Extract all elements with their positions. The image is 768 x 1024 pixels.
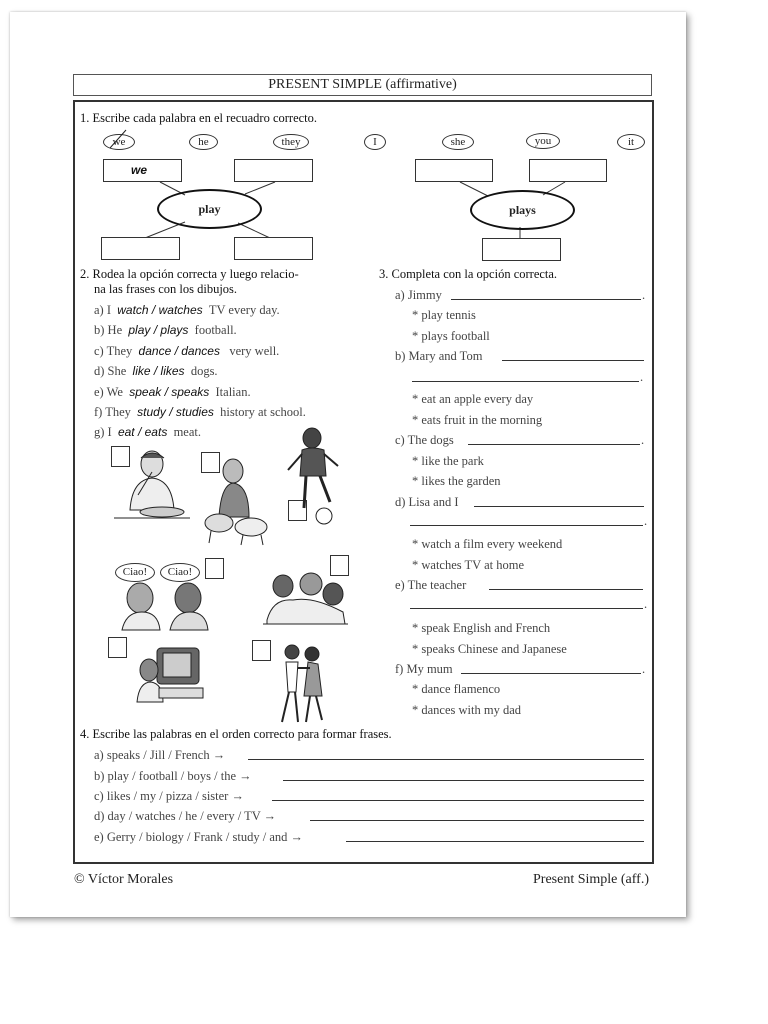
ex1-box-left-3[interactable] (101, 237, 180, 260)
ex3-e-option-1: * speak English and French (412, 621, 551, 635)
ex2-item-f: f) They study / studies history at school. (94, 405, 306, 419)
ex3-f-option-2: * dances with my dad (412, 703, 522, 717)
ex1-box-right-2[interactable] (529, 159, 607, 182)
ex1-instruction: 1. Escribe cada palabra en el recuadro correcto. (80, 111, 318, 125)
ex3-d-answer-line-1[interactable] (474, 506, 644, 507)
ex2-choice-g[interactable]: eat / eats (117, 425, 168, 439)
ex3-b-option-2: * eats fruit in the morning (412, 413, 543, 427)
ex2-item-d: d) She like / likes dogs. (94, 364, 218, 378)
ex2-instruction-line2: na las frases con los dibujos. (94, 282, 238, 296)
ex3-f-answer-line[interactable] (461, 673, 641, 674)
ex3-e-answer-line-1[interactable] (489, 589, 643, 590)
footer-author: © Víctor Morales (74, 872, 174, 887)
picture-answer-box-7[interactable] (252, 640, 271, 661)
ex3-d-answer-line-2[interactable] (410, 525, 643, 526)
pronoun-it[interactable]: it (617, 134, 645, 150)
ex1-box-right-3[interactable] (482, 238, 561, 261)
ex3-b-answer-line-2[interactable] (412, 381, 639, 382)
ex1-box-right-1[interactable] (415, 159, 493, 182)
pronoun-he[interactable]: he (189, 134, 218, 150)
ex2-item-g: g) I eat / eats meat. (94, 425, 201, 439)
ex1-box-left-2[interactable] (234, 159, 313, 182)
ex3-e-label: e) The teacher (395, 578, 467, 592)
ex3-c-option-2: * likes the garden (412, 474, 501, 488)
illustration-man-watching-tv (137, 640, 207, 710)
ex1-box-left-4[interactable] (234, 237, 313, 260)
illustration-girl-dogs (203, 457, 273, 547)
ex3-a-option-1: * play tennis (412, 308, 476, 322)
ex4-a-answer-line[interactable] (248, 759, 644, 760)
ex3-a-answer-line[interactable] (451, 299, 641, 300)
ex2-item-e: e) We speak / speaks Italian. (94, 385, 251, 399)
ex3-a-option-2: * plays football (412, 329, 490, 343)
ex3-f-label: f) My mum (395, 662, 453, 676)
picture-answer-box-6[interactable] (108, 637, 127, 658)
ex3-c-label: c) The dogs (395, 433, 454, 447)
ex4-b-answer-line[interactable] (283, 780, 644, 781)
worksheet-page: PRESENT SIMPLE (affirmative) 1. Escribe cada palabra en el recuadro correcto. we he they I she you it we play plays 2. Rodea la opción correcta y luego relacio- na las frases con los dibujos. a) I watch / watches TV every day. b) He play / plays football. c) They dance / dances very well. d) She like / likes dogs. e) We speak / speaks Italian. f) They study / studies history at school. g) I eat / eats meat. Ciao! Ciao! 3. Completa con la opción correcta. a) Jimmy . * play tennis * plays football b) Mary and Tom . * eat an apple every day * eats fruit in the morning c) The dogs . * like the park * likes the garden d) Lisa and I . * watch a film every weekend * watches TV at home e) The teacher . * speak English and French * speaks Chinese and Japanese f) My mum . * dance flamenco * dances with my dad 4. Escribe las palabras en el orden correcto para formar frases. a) speaks / Jill / French → b) play / football / boys / the → c) likes / my / pizza / sister → d) day / watches / he / every / TV → e) Gerry / biology / Frank / study / and → © Víctor Morales Present Simple (aff.) (10, 12, 686, 917)
ex3-c-option-1: * like the park (412, 454, 484, 468)
ex3-c-answer-line[interactable] (468, 444, 640, 445)
illustration-football-player (286, 426, 346, 526)
ex3-d-option-1: * watch a film every weekend (412, 537, 563, 551)
illustration-man-eating (112, 450, 192, 525)
ex3-b-answer-line-1[interactable] (502, 360, 644, 361)
illustration-students-studying (263, 572, 348, 627)
worksheet-title: PRESENT SIMPLE (affirmative) (73, 74, 652, 96)
ex1-box-left-1[interactable] (103, 159, 182, 182)
ex4-item-b: b) play / football / boys / the → (94, 769, 252, 783)
speech-bubble-1: Ciao! (115, 563, 155, 582)
ex2-choice-f[interactable]: study / studies (137, 405, 214, 419)
ex2-choice-d[interactable]: like / likes (132, 364, 185, 378)
ex1-filled-answer: we (131, 163, 148, 177)
ex4-d-answer-line[interactable] (310, 820, 644, 821)
ex4-c-answer-line[interactable] (272, 800, 644, 801)
ex2-item-b: b) He play / plays football. (94, 323, 237, 337)
ex4-item-d: d) day / watches / he / every / TV → (94, 809, 277, 823)
ex2-item-a: a) I watch / watches TV every day. (94, 303, 280, 317)
picture-answer-box-4[interactable] (205, 558, 224, 579)
ex2-choice-e[interactable]: speak / speaks (129, 385, 210, 399)
pronoun-i[interactable]: I (364, 134, 386, 150)
ex3-e-answer-line-2[interactable] (410, 608, 643, 609)
pronoun-you[interactable]: you (526, 133, 560, 149)
footer-page-topic: Present Simple (aff.) (533, 872, 649, 887)
ex2-instruction-line1: 2. Rodea la opción correcta y luego relacio- (80, 267, 299, 281)
ex3-d-label: d) Lisa and I (395, 495, 459, 509)
ex3-instruction: 3. Completa con la opción correcta. (379, 267, 558, 281)
ex3-b-option-1: * eat an apple every day (412, 392, 534, 406)
pronoun-they[interactable]: they (273, 134, 309, 150)
ex3-b-label: b) Mary and Tom (395, 349, 483, 363)
pronoun-she[interactable]: she (442, 134, 474, 150)
ex3-a-label: a) Jimmy (395, 288, 442, 302)
ex3-e-option-2: * speaks Chinese and Japanese (412, 642, 567, 656)
illustration-two-people-talking (118, 580, 213, 630)
ex2-choice-b[interactable]: play / plays (128, 323, 189, 337)
ex4-item-e: e) Gerry / biology / Frank / study / and → (94, 830, 303, 844)
ex2-choice-a[interactable]: watch / watches (117, 303, 203, 317)
ex2-choice-c[interactable]: dance / dances (138, 344, 220, 358)
verb-oval-play: play (157, 189, 262, 229)
speech-bubble-2: Ciao! (160, 563, 200, 582)
verb-oval-plays: plays (470, 190, 575, 230)
ex2-item-c: c) They dance / dances very well. (94, 344, 280, 358)
ex3-d-option-2: * watches TV at home (412, 558, 525, 572)
illustration-couple-dancing (272, 642, 332, 727)
ex4-instruction: 4. Escribe las palabras en el orden correcto para formar frases. (80, 727, 392, 741)
pronoun-we[interactable]: we (103, 134, 135, 150)
ex4-e-answer-line[interactable] (346, 841, 644, 842)
ex4-item-c: c) likes / my / pizza / sister → (94, 789, 244, 803)
ex3-f-option-1: * dance flamenco (412, 682, 501, 696)
ex4-item-a: a) speaks / Jill / French → (94, 748, 226, 762)
